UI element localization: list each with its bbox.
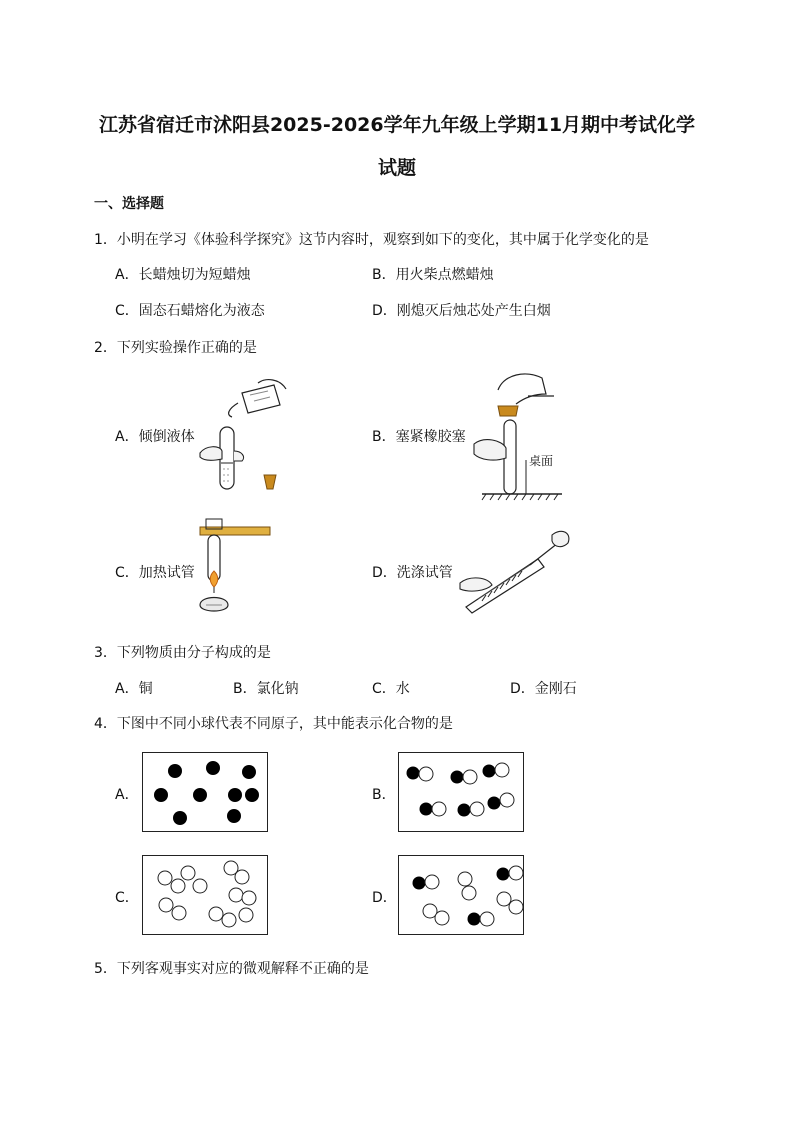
q2-option-b: B．塞紧橡胶塞: [372, 429, 466, 445]
doc-title-line1: 江苏省宿迁市沭阳县2025-2026学年九年级上学期11月期中考试化学: [98, 114, 696, 136]
q2-option-c: C．加热试管: [115, 565, 195, 581]
q1-option-c: C．固态石蜡熔化为液态: [115, 303, 265, 319]
q3-option-b: B．氯化钠: [233, 681, 299, 697]
q4-option-d: D．: [372, 890, 397, 906]
heating-tube-figure: [190, 515, 275, 620]
atom-diagram-d: [398, 855, 524, 935]
q4-option-a: A．: [115, 787, 139, 803]
doc-title-line2: 试题: [377, 157, 416, 179]
section-heading: 一、选择题: [94, 196, 164, 212]
question-4-stem: 4．下图中不同小球代表不同原子，其中能表示化合物的是: [94, 716, 453, 732]
washing-tube-figure: [458, 525, 578, 615]
question-2-stem: 2．下列实验操作正确的是: [94, 340, 257, 356]
question-1-stem: 1．小明在学习《体验科学探究》这节内容时，观察到如下的变化，其中属于化学变化的是: [94, 232, 649, 248]
q1-option-a: A．长蜡烛切为短蜡烛: [115, 267, 251, 283]
atom-diagram-c: [142, 855, 268, 935]
q4-option-b: B．: [372, 787, 396, 803]
desk-label: 桌面: [529, 454, 554, 468]
atom-diagram-b: [398, 752, 524, 832]
q1-option-b: B．用火柴点燃蜡烛: [372, 267, 494, 283]
pouring-liquid-figure: [198, 375, 288, 495]
atom-diagram-a: [142, 752, 268, 832]
q4-option-c: C．: [115, 890, 139, 906]
q2-option-a: A．倾倒液体: [115, 429, 195, 445]
q3-option-c: C．水: [372, 681, 410, 697]
q2-option-d: D．洗涤试管: [372, 565, 453, 581]
q1-option-d: D．刚熄灭后烛芯处产生白烟: [372, 303, 551, 319]
stopper-insert-figure: [468, 368, 568, 503]
question-3-stem: 3．下列物质由分子构成的是: [94, 645, 271, 661]
question-5-stem: 5．下列客观事实对应的微观解释不正确的是: [94, 961, 369, 977]
q3-option-d: D．金刚石: [510, 681, 577, 697]
q3-option-a: A．铜: [115, 681, 153, 697]
